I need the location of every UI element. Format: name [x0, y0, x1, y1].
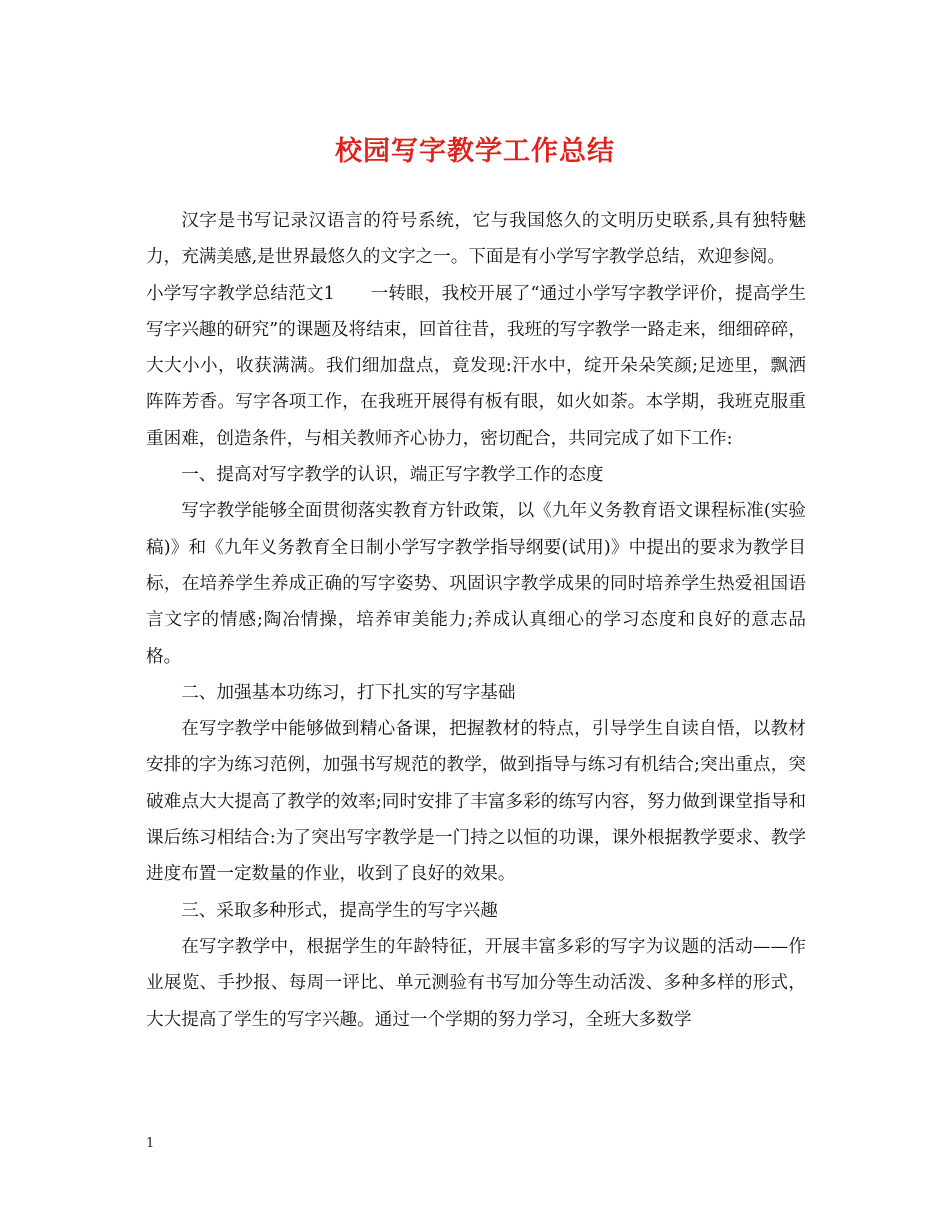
paragraph-sample-1: 小学写字教学总结范文1 一转眼，我校开展了“通过小学写字教学评价，提高学生写字兴趣的研究”的课题及将结束，回首往昔，我班的写字教学一路走来，细细碎碎，大大小小，收获满满。我们细加盘点，竟发现:汗水中，绽开朵朵笑颜;足迹里，飘洒阵阵芳香。写字各项工作，在我班开展得有板有眼，如火如荼。本学期，我班克服重重困难，创造条件，与相关教师齐心协力，密切配合，共同完成了如下工作: — [146, 283, 806, 449]
heading-section-1: 一、提高对写字教学的认识，端正写字教学工作的态度 — [181, 465, 604, 486]
page-number: 1 — [146, 1136, 155, 1151]
paragraph-section-3: 在写字教学中，根据学生的年龄特征，开展丰富多彩的写字为议题的活动——作业展览、手抄报、每周一评比、单元测验有书写加分等生动活泼、多种多样的形式，大大提高了学生的写字兴趣。通过一个学期的努力学习，全班大多数学 — [146, 936, 806, 1030]
document-body — [146, 203, 806, 1038]
heading-section-2: 二、加强基本功练习，打下扎实的写字基础 — [181, 682, 516, 703]
paragraph-section-2: 在写字教学中能够做到精心备课，把握教材的特点，引导学生自读自悟，以教材安排的字为练习范例，加强书写规范的教学，做到指导与练习有机结合;突出重点，突破难点大大提高了教学的效率;同时安排了丰富多彩的练写内容，努力做到课堂指导和课后练习相结合:为了突出写字教学是一门持之以恒的功课，课外根据教学要求、教学进度布置一定数量的作业，收到了良好的效果。 — [146, 719, 806, 885]
heading-section-3: 三、采取多种形式，提高学生的写字兴趣 — [181, 900, 498, 921]
document-title: 校园写字教学工作总结 — [335, 136, 615, 167]
paragraph-section-1: 写字教学能够全面贯彻落实教育方针政策，以《九年义务教育语文课程标准(实验稿)》和《九年义务教育全日制小学写字教学指导纲要(试用)》中提出的要求为教学目标，在培养学生养成正确的写字姿势、巩固识字教学成果的同时培养学生热爱祖国语言文字的情感;陶冶情操，培养审美能力;养成认真细心的学习态度和良好的意志品格。 — [146, 501, 806, 667]
paragraph-intro: 汉字是书写记录汉语言的符号系统，它与我国悠久的文明历史联系,具有独特魅力，充满美感,是世界最悠久的文字之一。下面是有小学写字教学总结，欢迎参阅。 — [146, 211, 806, 268]
